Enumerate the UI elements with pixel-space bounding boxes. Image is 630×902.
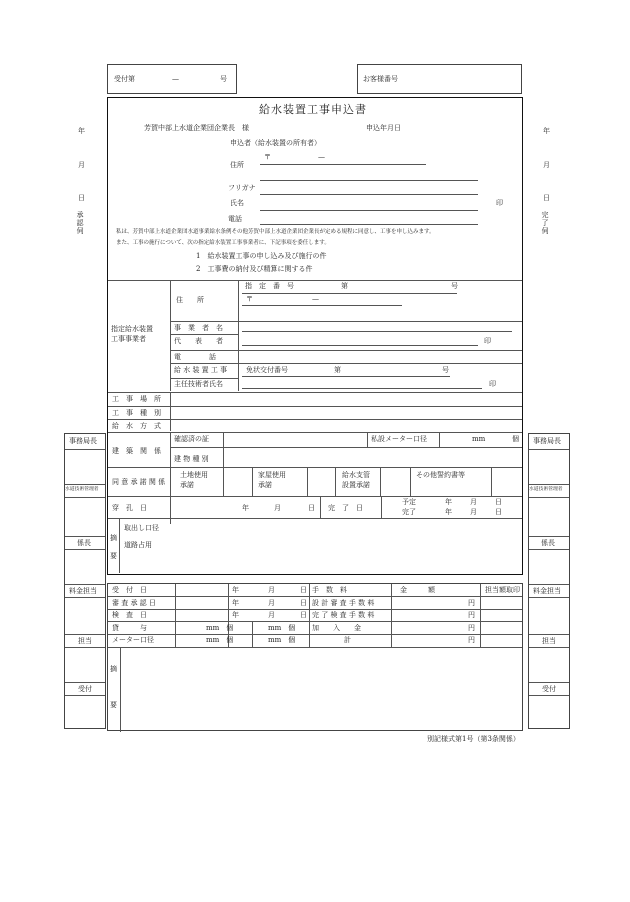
delegation-item-2: 2 工事費の納付及び精算に関する件 bbox=[196, 265, 313, 273]
receipt-go: 号 bbox=[220, 75, 227, 83]
house-use-1: 家屋使用 bbox=[258, 471, 286, 479]
addressee: 芳賀中部上水道企業団企業長 様 bbox=[144, 124, 249, 132]
completed-day: 日 bbox=[495, 508, 502, 516]
right-year: 年 bbox=[543, 127, 550, 135]
completion-date-label: 完 了 日 bbox=[328, 504, 363, 512]
left-label-1: 水道技術管理者 bbox=[65, 487, 99, 492]
private-meter-label: 私設メーター口径 bbox=[371, 435, 427, 443]
chief-engineer-label: 主任技術者氏名 bbox=[174, 380, 223, 388]
left-year: 年 bbox=[78, 127, 85, 135]
receipt-dash: — bbox=[172, 75, 179, 83]
business-name-label: 事 業 者 名 bbox=[174, 324, 223, 332]
house-use-2: 承諾 bbox=[258, 481, 272, 489]
row4-meter-b: mm 個 bbox=[268, 636, 296, 644]
row4-fee-label: 計 bbox=[344, 636, 351, 644]
application-date-label: 申込年月日 bbox=[366, 124, 401, 132]
fee-table bbox=[107, 583, 523, 731]
right-label-1: 水道技術管理者 bbox=[529, 487, 563, 492]
private-meter-count: 個 bbox=[512, 435, 519, 443]
contractor-postal: 〒 bbox=[246, 295, 253, 303]
applicant-postal-dash: — bbox=[318, 153, 325, 161]
left-label-0: 事務局長 bbox=[69, 437, 97, 445]
row4-label: メーター口径 bbox=[112, 636, 154, 644]
remarks-char-1: 摘 bbox=[110, 534, 117, 542]
right-month: 月 bbox=[543, 161, 550, 169]
customer-number-box bbox=[357, 64, 522, 94]
row1-month: 月 bbox=[268, 599, 275, 607]
right-label-4: 担当 bbox=[542, 637, 556, 645]
contractor-postal-dash: — bbox=[312, 295, 319, 303]
left-approval-column bbox=[64, 433, 106, 729]
row4-amount: 円 bbox=[468, 636, 475, 644]
applicant-label: 申込者（給水装置の所有者） bbox=[230, 139, 321, 147]
row0-day: 日 bbox=[300, 586, 307, 594]
left-day: 日 bbox=[78, 194, 85, 202]
branch-pipe-2: 設置承諾 bbox=[342, 481, 370, 489]
left-label-3: 料金担当 bbox=[69, 587, 97, 595]
scheduled-day: 日 bbox=[495, 498, 502, 506]
confirmation-label: 確認済の証 bbox=[174, 435, 209, 443]
right-completion-stamp: 完了伺 bbox=[541, 211, 549, 235]
receipt-label: 受付第 bbox=[114, 75, 135, 83]
branch-pipe-1: 給水支管 bbox=[342, 471, 370, 479]
applicant-phone-label: 電話 bbox=[228, 215, 242, 223]
customer-number-label: お客様番号 bbox=[363, 75, 398, 83]
right-label-0: 事務局長 bbox=[533, 437, 561, 445]
row0-amount: 金 額 bbox=[400, 586, 435, 594]
designation-go: 号 bbox=[451, 282, 458, 290]
license-dai: 第 bbox=[334, 366, 341, 374]
right-label-3: 料金担当 bbox=[533, 587, 561, 595]
consent-text-1: 私は、芳賀中部上水道企業団水道事業給水条例その他芳賀中部上水道企業団企業長が定める規程に同意し、工事を申し込みます。 bbox=[116, 229, 435, 235]
chief-engineer-seal: 印 bbox=[489, 380, 496, 388]
form-footer: 別記様式第1号（第3条関係） bbox=[427, 735, 520, 743]
left-label-2: 係長 bbox=[77, 539, 91, 547]
row2-amount: 円 bbox=[468, 611, 475, 619]
representative-seal: 印 bbox=[484, 337, 491, 345]
intake-diameter-label: 取出し口径 bbox=[124, 524, 159, 532]
right-label-2: 係長 bbox=[541, 539, 555, 547]
row3-meter-a: mm 個 bbox=[206, 624, 234, 632]
furigana-label: フリガナ bbox=[228, 184, 256, 192]
row0-month: 月 bbox=[268, 586, 275, 594]
row2-label: 検 査 日 bbox=[112, 611, 147, 619]
scheduled-year: 年 bbox=[445, 498, 452, 506]
supply-work-label: 給 水 装 置 工 事 bbox=[174, 366, 228, 374]
applicant-name-label: 氏名 bbox=[230, 199, 244, 207]
contractor-address-label: 住 所 bbox=[176, 296, 204, 304]
right-approval-column bbox=[528, 433, 570, 729]
row3-fee-label: 加 入 金 bbox=[312, 624, 361, 632]
row3-meter-b: mm 個 bbox=[268, 624, 296, 632]
license-number-label: 免状交付番号 bbox=[246, 366, 288, 374]
row0-label: 受 付 日 bbox=[112, 586, 147, 594]
row1-day: 日 bbox=[300, 599, 307, 607]
tapping-day: 日 bbox=[308, 504, 315, 512]
left-approval-stamp: 承認伺 bbox=[76, 211, 84, 235]
row0-year: 年 bbox=[232, 586, 239, 594]
bottom-remarks-char-2: 要 bbox=[110, 701, 117, 709]
row1-amount: 円 bbox=[468, 599, 475, 607]
other-pledges-label: その他誓約書等 bbox=[416, 471, 465, 479]
row2-day: 日 bbox=[300, 611, 307, 619]
fee-collector-label: 担当額取印 bbox=[485, 586, 520, 594]
right-day: 日 bbox=[543, 194, 550, 202]
building-relation-label: 建 築 関 係 bbox=[112, 447, 161, 455]
applicant-seal: 印 bbox=[496, 199, 503, 207]
applicant-postal: 〒 bbox=[264, 153, 271, 161]
contractor-label-1: 指定給水装置 bbox=[111, 325, 153, 333]
contractor-label-2: 工事事業者 bbox=[111, 335, 146, 343]
applicant-address-label: 住所 bbox=[230, 161, 244, 169]
road-occupancy-label: 道路占用 bbox=[124, 541, 152, 549]
delegation-item-1: 1 給水装置工事の申し込み及び施行の件 bbox=[196, 252, 327, 260]
private-meter-mm: mm bbox=[472, 435, 486, 443]
designation-number-label: 指 定 番 号 bbox=[245, 282, 294, 290]
construction-site-label: 工 事 場 所 bbox=[112, 395, 161, 403]
left-label-4: 担当 bbox=[78, 637, 92, 645]
designation-dai: 第 bbox=[341, 282, 348, 290]
row2-month: 月 bbox=[268, 611, 275, 619]
scheduled-label: 予定 bbox=[402, 498, 416, 506]
construction-type-label: 工 事 種 別 bbox=[112, 409, 161, 417]
receipt-number-box bbox=[107, 64, 237, 94]
row1-label: 審 査 承 認 日 bbox=[112, 599, 156, 607]
application-form bbox=[107, 97, 523, 575]
completed-label: 完了 bbox=[402, 508, 416, 516]
row1-fee-label: 設 計 審 査 手 数 料 bbox=[312, 599, 375, 607]
land-use-2: 承諾 bbox=[180, 481, 194, 489]
remarks-char-2: 要 bbox=[110, 552, 117, 560]
completed-year: 年 bbox=[445, 508, 452, 516]
left-month: 月 bbox=[78, 161, 85, 169]
completed-month: 月 bbox=[470, 508, 477, 516]
right-label-5: 受付 bbox=[542, 685, 556, 693]
contractor-phone-label: 電 話 bbox=[174, 353, 216, 361]
form-title: 給水装置工事申込書 bbox=[259, 103, 367, 116]
representative-label: 代 表 者 bbox=[174, 337, 223, 345]
land-use-1: 土地使用 bbox=[180, 471, 208, 479]
bottom-remarks-char-1: 摘 bbox=[110, 665, 117, 673]
row0-fee-label: 手 数 料 bbox=[312, 586, 347, 594]
tapping-date-label: 穿 孔 日 bbox=[112, 504, 147, 512]
consent-text-2: また、工事の施行について、次の指定給水装置工事事業者に、下記事項を委任します。 bbox=[116, 240, 330, 246]
row3-amount: 円 bbox=[468, 624, 475, 632]
tapping-month: 月 bbox=[274, 504, 281, 512]
row2-fee-label: 完 了 検 査 手 数 料 bbox=[312, 611, 375, 619]
supply-method-label: 給 水 方 式 bbox=[112, 422, 161, 430]
building-type-label: 建 物 種 別 bbox=[174, 455, 209, 463]
row1-year: 年 bbox=[232, 599, 239, 607]
row2-year: 年 bbox=[232, 611, 239, 619]
license-go: 号 bbox=[442, 366, 449, 374]
left-label-5: 受付 bbox=[78, 685, 92, 693]
consent-relation-label: 同 意 承 諾 関 係 bbox=[112, 478, 166, 486]
row3-label: 貸 与 bbox=[112, 624, 147, 632]
scheduled-month: 月 bbox=[470, 498, 477, 506]
tapping-year: 年 bbox=[242, 504, 249, 512]
row4-meter-a: mm 個 bbox=[206, 636, 234, 644]
